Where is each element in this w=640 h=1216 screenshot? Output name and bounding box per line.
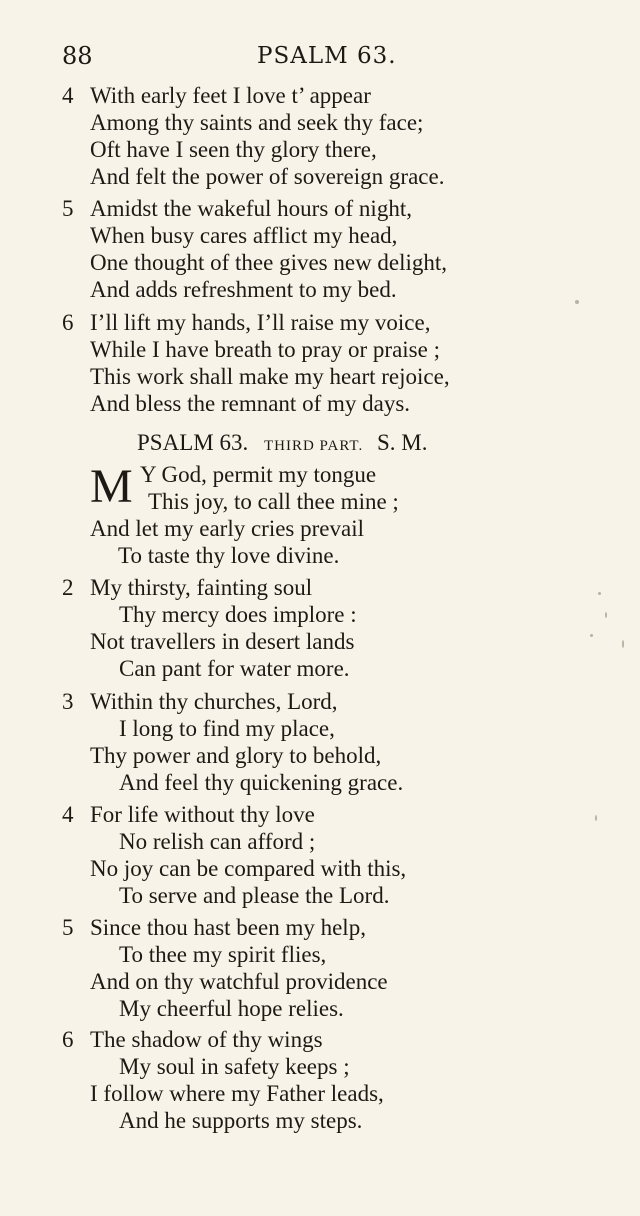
verse-line: No joy can be compared with this, — [90, 856, 407, 881]
drop-cap: M — [90, 460, 133, 513]
verse-line: 5 Amidst the wakeful hours of night, — [62, 196, 412, 221]
stanza-1-dropcap — [90, 461, 570, 569]
verse-line: I long to find my place, — [119, 716, 335, 741]
verse-line: 6 I’ll lift my hands, I’ll raise my voice, — [62, 310, 431, 335]
verse-line: This joy, to call thee mine ; — [148, 489, 399, 514]
verse-line: 2 My thirsty, fainting soul — [62, 575, 313, 600]
stanza-number: 5 — [62, 915, 74, 940]
verse-line: To serve and please the Lord. — [119, 883, 390, 908]
stanza-5 — [62, 914, 562, 1022]
running-head: PSALM 63. — [257, 43, 397, 69]
paper-speck — [622, 640, 624, 648]
verse-line: 4 With early feet I love t’ appear — [62, 83, 371, 108]
section-meter: S. M. — [376, 430, 428, 455]
verse-line: And feel thy quickening grace. — [119, 770, 404, 795]
verse-line: To thee my spirit flies, — [119, 942, 327, 967]
verse-line: 6 The shadow of thy wings — [62, 1027, 323, 1052]
verse-line: Y God, permit my tongue — [140, 462, 377, 487]
stanza-number: 6 — [62, 1027, 74, 1052]
page-header — [62, 40, 542, 72]
verse-line: Thy power and glory to behold, — [90, 743, 382, 768]
section-title: PSALM 63. — [137, 430, 249, 455]
stanza-number: 4 — [62, 802, 74, 827]
verse-line: And bless the remnant of my days. — [90, 391, 411, 416]
verse-line: One thought of thee gives new delight, — [90, 250, 448, 275]
verse-line: My cheerful hope relies. — [119, 996, 344, 1021]
stanza-4 — [62, 801, 562, 909]
verse-line: Oft have I seen thy glory there, — [90, 137, 377, 162]
verse-line: And felt the power of sovereign grace. — [90, 164, 445, 189]
verse-line: No relish can afford ; — [119, 829, 316, 854]
stanza-6-top — [62, 309, 562, 417]
section-part: THIRD PART. — [263, 438, 364, 454]
verse-line: I follow where my Father leads, — [90, 1081, 384, 1106]
verse-line: And he supports my steps. — [119, 1108, 363, 1133]
paper-speck — [590, 634, 593, 637]
stanza-number: 5 — [62, 196, 74, 221]
paper-speck — [605, 612, 607, 618]
verse-line: 3 Within thy churches, Lord, — [62, 689, 338, 714]
paper-speck — [595, 815, 597, 821]
stanza-number: 6 — [62, 310, 74, 335]
verse-line: 4 For life without thy love — [62, 802, 315, 827]
stanza-4-top — [62, 82, 562, 190]
verse-line: And on thy watchful providence — [90, 969, 388, 994]
verse-line: And adds refreshment to my bed. — [90, 277, 397, 302]
stanza-number: 2 — [62, 575, 74, 600]
verse-line: Not travellers in desert lands — [90, 629, 355, 654]
stanza-5-top — [62, 195, 562, 303]
stanza-number: 4 — [62, 83, 74, 108]
stanza-number: 3 — [62, 689, 74, 714]
stanza-2 — [62, 574, 562, 682]
paper-speck — [598, 592, 601, 595]
verse-line: Thy mercy does implore : — [119, 602, 357, 627]
verse-line: This work shall make my heart rejoice, — [90, 364, 450, 389]
verse-line: While I have breath to pray or praise ; — [90, 337, 440, 362]
page-number: 88 — [62, 42, 93, 70]
verse-line: My soul in safety keeps ; — [119, 1054, 350, 1079]
verse-line: When busy cares afflict my head, — [90, 223, 398, 248]
verse-line: Among thy saints and seek thy face; — [90, 110, 424, 135]
verse-line: To taste thy love divine. — [118, 543, 340, 568]
paper-speck — [575, 300, 579, 304]
verse-line: 5 Since thou hast been my help, — [62, 915, 366, 940]
stanza-6 — [62, 1026, 562, 1134]
stanza-3 — [62, 688, 562, 796]
verse-line: Can pant for water more. — [119, 656, 350, 681]
section-heading — [137, 428, 427, 461]
verse-line: And let my early cries prevail — [90, 516, 364, 541]
